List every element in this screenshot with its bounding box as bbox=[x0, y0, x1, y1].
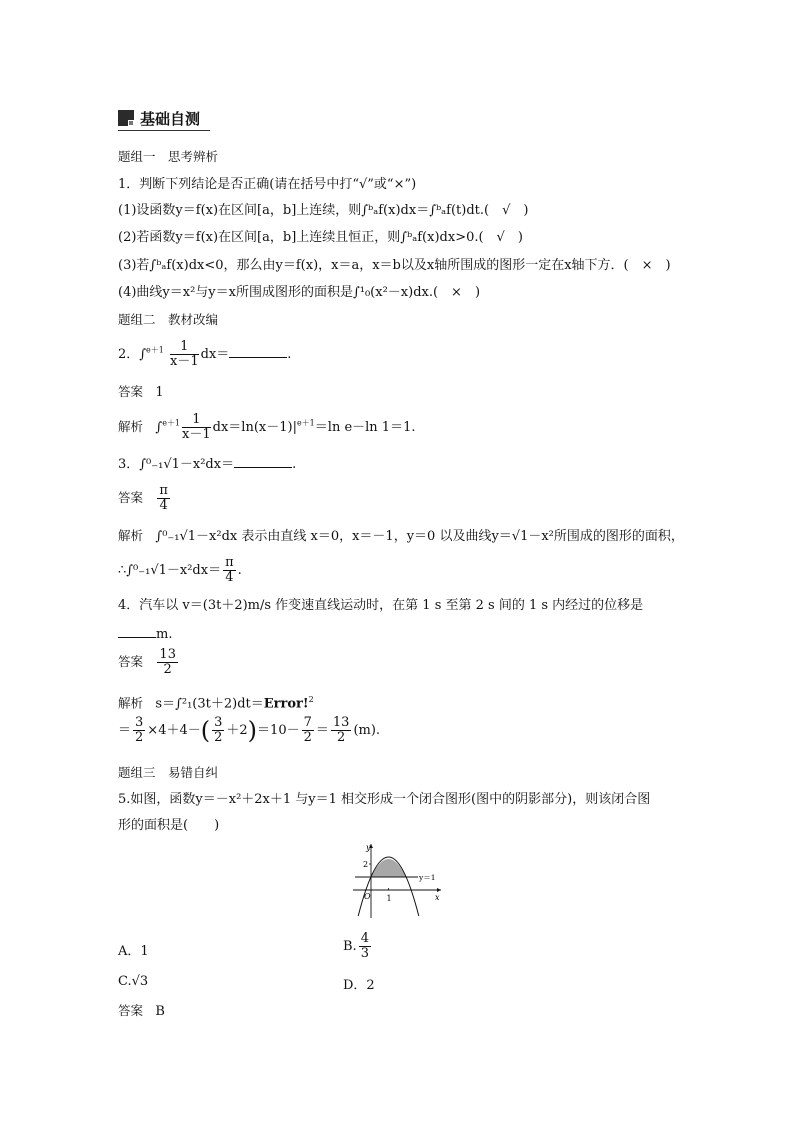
q2-label: 2．∫ bbox=[118, 347, 147, 362]
q4-frac-1 bbox=[133, 716, 145, 745]
q4-f3-num: 7 bbox=[303, 715, 312, 730]
q4-f4-den: 2 bbox=[337, 730, 346, 745]
q3-question: 3．∫⁰₋₁√1－x²dx＝ . bbox=[118, 457, 297, 472]
q5-option-b-fraction bbox=[359, 932, 371, 961]
q4-error-sup: 2 bbox=[308, 695, 314, 704]
q5-option-a: A．1 bbox=[118, 944, 149, 959]
q4-error-text: Error! bbox=[263, 696, 309, 712]
q3-conclusion bbox=[118, 556, 242, 585]
q4-f2-den: 2 bbox=[214, 730, 223, 745]
y-axis-label: y bbox=[366, 843, 371, 852]
q1-item-1: (1)设函数y＝f(x)在区间[a，b]上连续，则∫ᵇₐf(x)dx＝∫ᵇₐf(t)dt.( √ ) bbox=[118, 203, 529, 218]
q2-question: 2．∫$^{e+1}$ $\frac{1}{x-1}$ dx＝ . bbox=[118, 339, 292, 369]
q4-line-2-tail: m. bbox=[156, 627, 173, 642]
q2-analysis-label: 解析 bbox=[118, 419, 144, 434]
q4-answer-den: 2 bbox=[163, 662, 172, 677]
x-axis-arrow bbox=[437, 888, 441, 892]
q4-frac-4 bbox=[331, 716, 352, 745]
q5-option-c: C.√3 bbox=[118, 974, 149, 989]
q2-analysis-eval: e＋1 bbox=[296, 418, 315, 428]
q3-conclusion-num: π bbox=[225, 555, 234, 570]
q4-mid-4: ＝ bbox=[315, 723, 329, 738]
q2-answer bbox=[118, 383, 164, 402]
q5-option-b-den: 3 bbox=[360, 946, 369, 961]
q2-analysis-a: ∫ bbox=[155, 420, 163, 435]
tick-label-x-1: 1 bbox=[386, 894, 392, 903]
q2-frac-num: 1 bbox=[170, 340, 199, 355]
q2-limits: e＋1 bbox=[146, 345, 164, 355]
q2-frac-den: x－1 bbox=[170, 354, 199, 369]
q3-answer-den: 4 bbox=[159, 498, 168, 513]
q4-f4-num: 13 bbox=[332, 715, 350, 730]
q5-answer-value: B bbox=[155, 1004, 165, 1019]
q5-option-b-num: 4 bbox=[360, 931, 369, 946]
q2-analysis bbox=[118, 413, 415, 442]
q4-line-1: 4．汽车以 v＝(3t＋2)m/s 作变速直线运动时，在第 1 s 至第 2 s 间的 1 s 内经过的位移是 bbox=[118, 598, 644, 613]
q4-answer-fraction bbox=[157, 648, 178, 677]
q2-answer-label: 答案 bbox=[118, 384, 144, 399]
q2-tail: dx＝ bbox=[200, 347, 230, 362]
q5-option-b bbox=[343, 932, 373, 961]
q1-item-4: (4)曲线y＝x²与y＝x所围成图形的面积是∫¹₀(x²－x)dx.( × ) bbox=[118, 285, 481, 300]
q4-analysis bbox=[118, 691, 314, 713]
q2-answer-value: 1 bbox=[155, 385, 164, 400]
q4-analysis-text: s＝∫²₁(3t＋2)dt＝ bbox=[155, 696, 264, 712]
q3-answer-fraction bbox=[157, 484, 170, 513]
q4-eq-start: ＝ bbox=[118, 723, 132, 738]
q2-analysis-b: dx＝ln(x－1)| bbox=[212, 420, 297, 435]
q4-f1-den: 2 bbox=[135, 730, 144, 745]
q4-mid-3: ＝10－ bbox=[257, 723, 300, 738]
q2-fraction bbox=[170, 340, 199, 369]
q3-conclusion-fraction bbox=[223, 556, 236, 585]
q3-text: 3．∫⁰₋₁√1－x²dx＝ bbox=[118, 457, 235, 472]
section-header bbox=[118, 108, 210, 131]
q4-mid-1: ×4＋4－ bbox=[147, 723, 201, 738]
q3-conclusion-a: ∴∫⁰₋₁√1－x²dx＝ bbox=[118, 563, 222, 578]
q4-computation bbox=[118, 716, 380, 745]
q1-item-3: (3)若∫ᵇₐf(x)dx<0，那么由y＝f(x)，x＝a，x＝b以及x轴所围成的图形一定在x轴下方．( × ) bbox=[118, 258, 671, 273]
line-label: y＝1 bbox=[419, 873, 436, 882]
q4-answer-num: 13 bbox=[159, 647, 176, 662]
x-axis-label: x bbox=[435, 893, 440, 902]
q3-analysis-label: 解析 bbox=[118, 528, 144, 543]
q1-stem: 1．判断下列结论是否正确(请在括号中打“√”或“×”) bbox=[118, 177, 417, 192]
q2-blank bbox=[229, 345, 287, 358]
q2-analysis-frac-den: x－1 bbox=[182, 427, 211, 442]
q5-option-d: D．2 bbox=[343, 978, 375, 993]
group-3-heading: 题组三 易错自纠 bbox=[118, 765, 219, 780]
q4-answer-label: 答案 bbox=[118, 654, 144, 669]
q5-answer bbox=[118, 1002, 165, 1021]
q5-option-b-prefix: B. bbox=[343, 939, 357, 954]
q3-answer-label: 答案 bbox=[118, 490, 144, 505]
q4-line-2 bbox=[118, 625, 172, 644]
group-2-heading: 题组二 教材改编 bbox=[118, 312, 219, 327]
q3-answer-num: π bbox=[159, 483, 168, 498]
q2-analysis-limits: e＋1 bbox=[162, 418, 181, 428]
q4-mid-2: ＋2 bbox=[226, 723, 248, 738]
q4-frac-2 bbox=[212, 716, 224, 745]
q4-paren-open: ( bbox=[200, 716, 211, 745]
q3-blank bbox=[234, 455, 292, 468]
q5-line-2: 形的面积是( ) bbox=[118, 818, 220, 833]
q4-paren-close: ) bbox=[247, 716, 258, 745]
q3-analysis-text: ∫⁰₋₁√1－x²dx 表示由直线 x＝0，x＝－1，y＝0 以及曲线y＝√1－x²所围成的图形的面积， bbox=[155, 529, 684, 544]
q5-parabola-figure bbox=[345, 840, 445, 920]
q4-end: (m). bbox=[353, 723, 381, 738]
q3-analysis bbox=[118, 527, 684, 546]
q4-blank bbox=[118, 625, 156, 638]
q4-f2-num: 3 bbox=[214, 715, 223, 730]
q2-analysis-frac-num: 1 bbox=[182, 413, 211, 428]
group-1-heading: 题组一 思考辨析 bbox=[118, 149, 219, 164]
section-title: 基础自测 bbox=[140, 110, 201, 128]
q5-line-1: 5.如图，函数y＝－x²＋2x＋1 与y＝1 相交形成一个闭合图形(图中的阴影部分)，则该闭合图 bbox=[118, 792, 651, 807]
q4-f1-num: 3 bbox=[135, 715, 144, 730]
q3-conclusion-den: 4 bbox=[225, 570, 234, 585]
q1-item-2: (2)若函数y＝f(x)在区间[a，b]上连续且恒正，则∫ᵇₐf(x)dx>0.( √ ) bbox=[118, 230, 523, 245]
q2-analysis-c: ＝ln e－ln 1＝1. bbox=[314, 420, 416, 435]
q4-answer bbox=[118, 648, 180, 677]
q2-analysis-fraction bbox=[182, 413, 211, 442]
square-bullet-icon bbox=[118, 110, 134, 126]
tick-label-y-2: 2 bbox=[363, 860, 369, 869]
q3-conclusion-tail: . bbox=[237, 563, 242, 578]
q4-f3-den: 2 bbox=[303, 730, 312, 745]
q4-frac-3 bbox=[302, 716, 314, 745]
shaded-region bbox=[371, 859, 406, 877]
origin-label: O bbox=[364, 892, 371, 901]
q5-answer-label: 答案 bbox=[118, 1003, 144, 1018]
q4-analysis-label: 解析 bbox=[118, 695, 144, 711]
q3-answer bbox=[118, 484, 172, 513]
